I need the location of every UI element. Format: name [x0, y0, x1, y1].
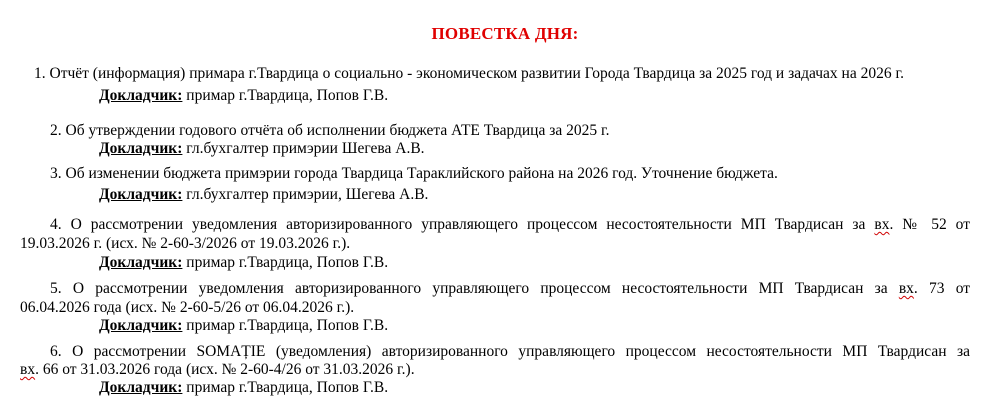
reporter-name: гл.бухгалтер примэрии, Шегева А.В.	[186, 186, 429, 203]
reporter-line-5	[99, 316, 388, 336]
reporter-line-1	[99, 86, 388, 106]
item-number: 6.	[50, 343, 62, 360]
agenda-item-1	[34, 64, 904, 84]
agenda-item-5	[50, 279, 970, 299]
agenda-item-5-cont	[20, 298, 354, 318]
agenda-item-4-cont	[20, 234, 350, 254]
spellcheck-word: вх	[874, 216, 890, 233]
item-text: О рассмотрении SOMAȚIE (уведомления) авторизированного управляющего процессом несостоятельности МП Твардисан за	[72, 343, 970, 360]
reporter-label: Докладчик:	[99, 254, 183, 271]
item-text: 06.04.2026 года (исх. № 2-60-5/26 от 06.04.2026 г.).	[20, 299, 355, 316]
item-text: . 66 от 31.03.2026 года (исх. № 2-60-4/26 от 31.03.2026 г.).	[35, 361, 415, 378]
reporter-label: Докладчик:	[99, 379, 183, 396]
item-text-end: . 73 от	[913, 280, 971, 297]
agenda-item-3	[50, 164, 778, 184]
item-text: Отчёт (информация) примара г.Твардица о социально - экономическом развитии Города Твардица за 2025 год и задачах на 2026 г.	[49, 65, 904, 82]
item-number: 3.	[50, 165, 62, 182]
agenda-item-4	[50, 215, 970, 235]
reporter-line-2	[99, 139, 425, 159]
reporter-line-4	[99, 253, 388, 273]
item-number: 2.	[50, 122, 62, 139]
spellcheck-word: вх	[20, 361, 36, 378]
spellcheck-word: вх	[898, 280, 914, 297]
item-text: Об изменении бюджета примэрии города Твардица Тараклийского района на 2026 год. Уточнение бюджета.	[65, 165, 778, 182]
item-text: Об утверждении годового отчёта об исполнении бюджета АТЕ Твардица за 2025 г.	[65, 122, 610, 139]
reporter-label: Докладчик:	[99, 186, 183, 203]
reporter-name: примар г.Твардица, Попов Г.В.	[186, 317, 389, 334]
item-number: 4.	[50, 216, 62, 233]
reporter-name: гл.бухгалтер примэрии Шегева А.В.	[186, 140, 425, 157]
reporter-line-6	[99, 378, 388, 398]
reporter-line-3	[99, 185, 428, 205]
page-title: ПОВЕСТКА ДНЯ:	[431, 24, 579, 43]
reporter-name: примар г.Твардица, Попов Г.В.	[186, 254, 389, 271]
item-text-end: . № 52 от	[889, 216, 970, 233]
item-text: 19.03.2026 г. (исх. № 2-60-3/2026 от 19.03.2026 г.).	[20, 235, 351, 252]
item-text: О рассмотрении уведомления авторизированного управляющего процессом несостоятельности МП Твардисан за	[72, 280, 899, 297]
agenda-item-6	[50, 342, 970, 362]
reporter-name: примар г.Твардица, Попов Г.В.	[186, 379, 389, 396]
reporter-label: Докладчик:	[99, 87, 183, 104]
reporter-label: Докладчик:	[99, 140, 183, 157]
item-text: О рассмотрении уведомления авторизированного управляющего процессом несостоятельности МП Твардисан за	[70, 216, 875, 233]
agenda-item-2	[50, 121, 609, 141]
item-number: 5.	[50, 280, 62, 297]
agenda-item-6-cont	[20, 360, 415, 380]
item-number: 1.	[34, 65, 46, 82]
reporter-name: примар г.Твардица, Попов Г.В.	[186, 87, 389, 104]
reporter-label: Докладчик:	[99, 317, 183, 334]
